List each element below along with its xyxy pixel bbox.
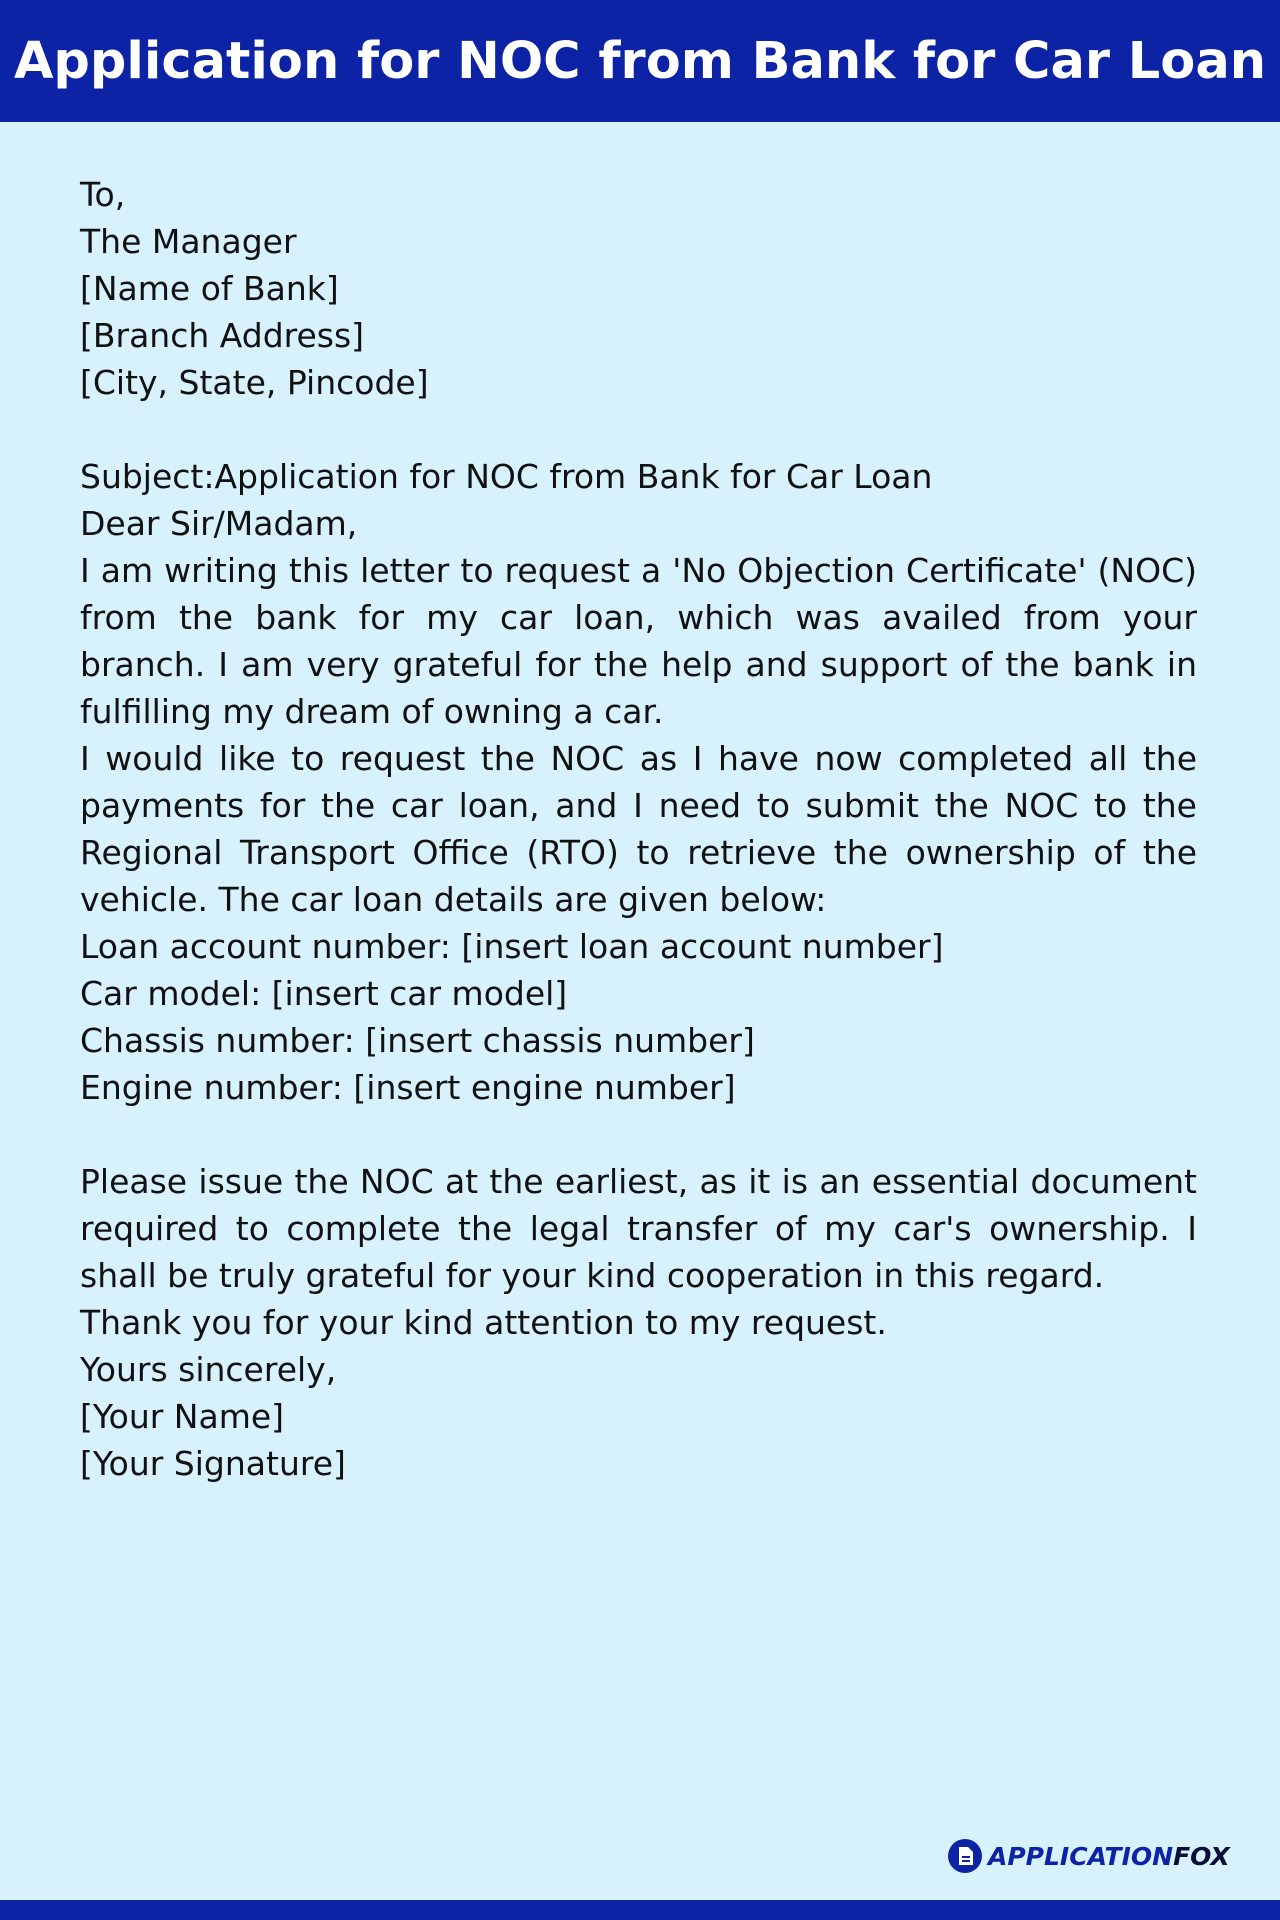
page-title: Application for NOC from Bank for Car Loan bbox=[13, 31, 1267, 91]
thanks-line: Thank you for your kind attention to my request. bbox=[80, 1303, 887, 1342]
detail-line: Car model: [insert car model] bbox=[80, 974, 568, 1013]
footer-bar bbox=[0, 1900, 1280, 1920]
paragraph-urgency: Please issue the NOC at the earliest, as it is an essential document required to complete the legal transfer of my car's ownership. I shall be truly grateful for your kind cooperation in this regard. bbox=[80, 1162, 1197, 1295]
logo-text-fox: FOX bbox=[1173, 1841, 1230, 1871]
address-line: The Manager bbox=[80, 222, 297, 261]
recipient-address bbox=[80, 171, 1197, 406]
paragraph-request: I am writing this letter to request a 'No Objection Certificate' (NOC) from the bank for my car loan, which was availed from your branch. I am very grateful for the help and support of the bank in fulfilling my dream of owning a car. bbox=[80, 551, 1197, 731]
detail-line: Chassis number: [insert chassis number] bbox=[80, 1021, 755, 1060]
logo-text-application: APPLICATION bbox=[988, 1841, 1174, 1871]
address-line: [Name of Bank] bbox=[80, 269, 339, 308]
closing-line: Yours sincerely, bbox=[80, 1350, 337, 1389]
signature-line: [Your Name] bbox=[80, 1397, 285, 1436]
address-line: To, bbox=[80, 175, 126, 214]
document-icon bbox=[948, 1839, 982, 1873]
letter-body bbox=[80, 171, 1197, 1534]
subject-line: Subject:Application for NOC from Bank for Car Loan bbox=[80, 457, 933, 496]
signature-block bbox=[80, 1393, 1197, 1487]
loan-details bbox=[80, 923, 1197, 1111]
detail-line: Engine number: [insert engine number] bbox=[80, 1068, 736, 1107]
paragraph-reason: I would like to request the NOC as I have now completed all the payments for the car loan, and I need to submit the NOC to the Regional Transport Office (RTO) to retrieve the ownership of the vehicle. The car loan details are given below: bbox=[80, 739, 1197, 919]
signature-line: [Your Signature] bbox=[80, 1444, 346, 1483]
detail-line: Loan account number: [insert loan account number] bbox=[80, 927, 944, 966]
logo-wordmark bbox=[988, 1842, 1230, 1871]
header-banner bbox=[0, 0, 1280, 122]
address-line: [City, State, Pincode] bbox=[80, 363, 429, 402]
brand-logo bbox=[948, 1836, 1230, 1876]
address-line: [Branch Address] bbox=[80, 316, 365, 355]
salutation: Dear Sir/Madam, bbox=[80, 504, 358, 543]
